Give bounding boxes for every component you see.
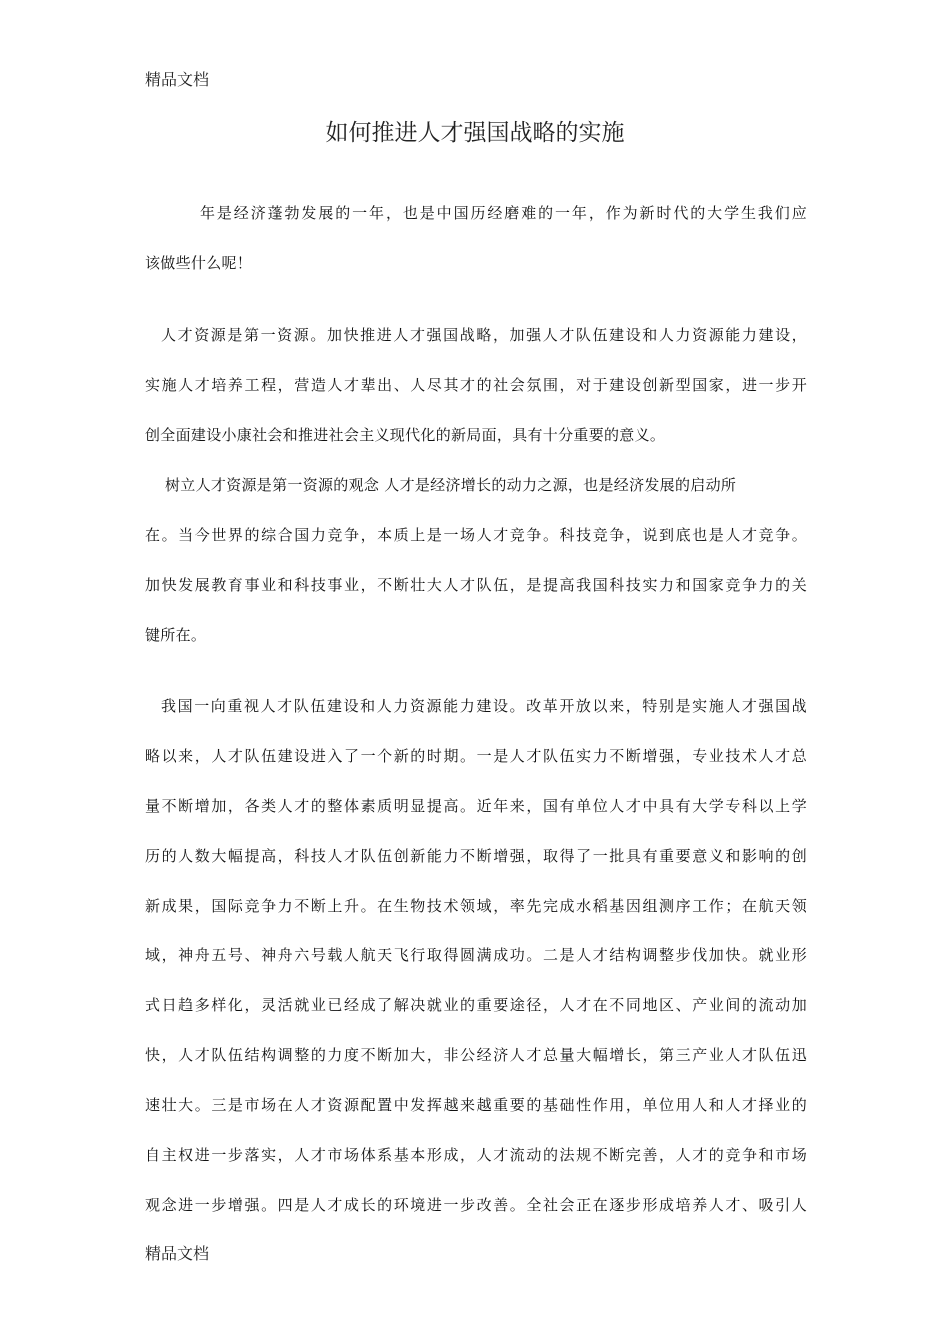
paragraph-line: 自主权进一步落实，人才市场体系基本形成，人才流动的法规不断完善，人才的竞争和市场 bbox=[145, 1146, 807, 1164]
paragraph-line: 速壮大。三是市场在人才资源配置中发挥越来越重要的基础性作用，单位用人和人才择业的 bbox=[145, 1096, 807, 1114]
paragraph-line: 量不断增加，各类人才的整体素质明显提高。近年来，国有单位人才中具有大学专科以上学 bbox=[145, 797, 807, 815]
paragraph-line: 快，人才队伍结构调整的力度不断加大，非公经济人才总量大幅增长，第三产业人才队伍迅 bbox=[145, 1046, 807, 1064]
paragraph-line: 人才资源是第一资源。加快推进人才强国战略，加强人才队伍建设和人力资源能力建设， bbox=[161, 326, 807, 344]
paragraph-line: 年是经济蓬勃发展的一年，也是中国历经磨难的一年，作为新时代的大学生我们应 bbox=[200, 204, 807, 222]
page-header-mark: 精品文档 bbox=[145, 70, 210, 89]
document-title: 如何推进人才强国战略的实施 bbox=[325, 120, 625, 146]
paragraph-line: 历的人数大幅提高，科技人才队伍创新能力不断增强，取得了一批具有重要意义和影响的创 bbox=[145, 847, 807, 865]
paragraph-line: 我国一向重视人才队伍建设和人力资源能力建设。改革开放以来，特别是实施人才强国战 bbox=[161, 697, 807, 715]
paragraph-line: 略以来，人才队伍建设进入了一个新的时期。一是人才队伍实力不断增强，专业技术人才总 bbox=[145, 747, 807, 765]
paragraph-line: 式日趋多样化，灵活就业已经成了解决就业的重要途径，人才在不同地区、产业间的流动加 bbox=[145, 996, 807, 1014]
paragraph-line: 树立人才资源是第一资源的观念 人才是经济增长的动力之源，也是经济发展的启动所 bbox=[165, 476, 737, 494]
paragraph-line: 实施人才培养工程，营造人才辈出、人尽其才的社会氛围，对于建设创新型国家，进一步开 bbox=[145, 376, 807, 394]
paragraph-line: 键所在。 bbox=[145, 626, 207, 644]
paragraph-line: 新成果，国际竞争力不断上升。在生物技术领域，率先完成水稻基因组测序工作；在航天领 bbox=[145, 897, 807, 915]
paragraph-line: 创全面建设小康社会和推进社会主义现代化的新局面，具有十分重要的意义。 bbox=[145, 426, 666, 444]
paragraph-line: 域，神舟五号、神舟六号载人航天飞行取得圆满成功。二是人才结构调整步伐加快。就业形 bbox=[145, 946, 807, 964]
paragraph-line: 该做些什么呢！ bbox=[145, 254, 253, 272]
paragraph-line: 观念进一步增强。四是人才成长的环境进一步改善。全社会正在逐步形成培养人才、吸引人 bbox=[145, 1196, 807, 1214]
paragraph-line: 在。当今世界的综合国力竞争，本质上是一场人才竞争。科技竞争，说到底也是人才竞争。 bbox=[145, 526, 807, 544]
page-footer-mark: 精品文档 bbox=[145, 1244, 210, 1263]
paragraph-line: 加快发展教育事业和科技事业，不断壮大人才队伍，是提高我国科技实力和国家竞争力的关 bbox=[145, 576, 807, 594]
